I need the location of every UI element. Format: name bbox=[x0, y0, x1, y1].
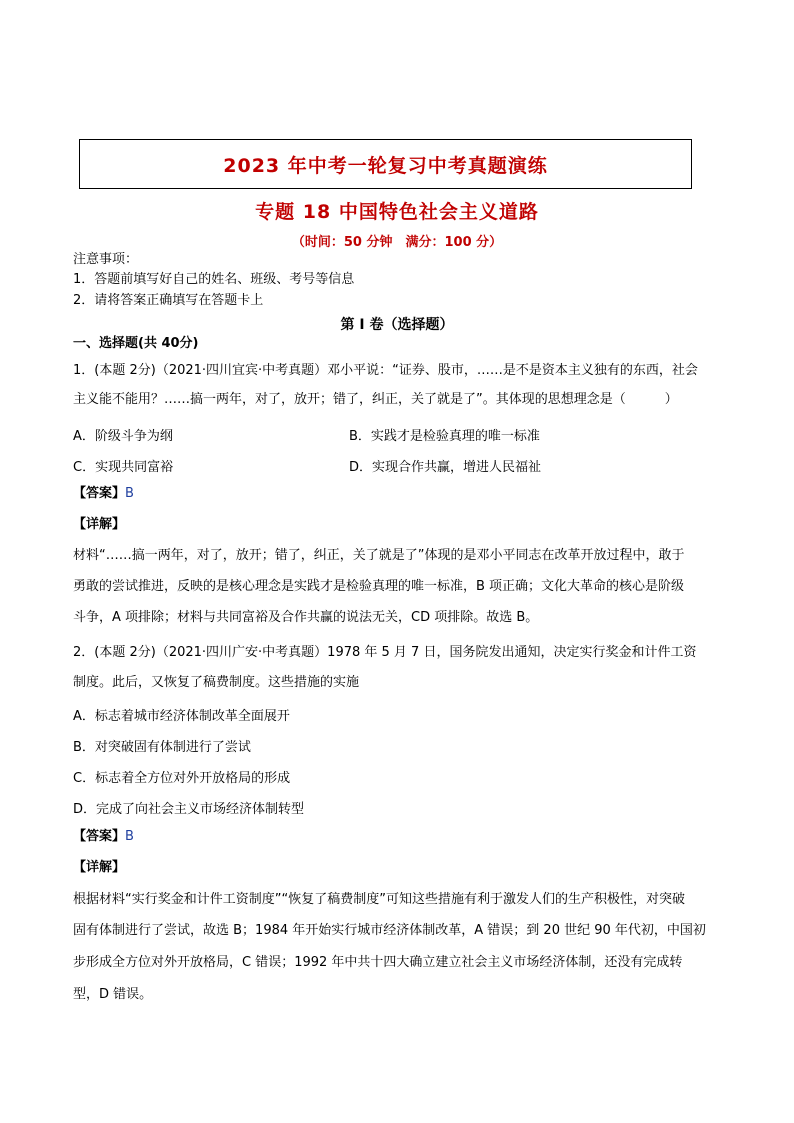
question-2-detail-line: 固有体制进行了尝试，故选 B；1984 年开始实行城市经济体制改革，A 错误；到 20 世纪 90 年代初，中国初 bbox=[73, 923, 706, 938]
question-1-option-d: D．实现合作共赢，增进人民福祉 bbox=[349, 460, 542, 475]
volume-title: 第 I 卷（选择题） bbox=[340, 317, 454, 333]
question-2-detail-line: 根据材料“实行奖金和计件工资制度”“恢复了稿费制度”可知这些措施有利于激发人们的生产积极性，对突破 bbox=[73, 892, 685, 907]
question-1-detail-line: 斗争，A 项排除；材料与共同富裕及合作共赢的说法无关，CD 项排除。故选 B。 bbox=[73, 610, 539, 625]
note-item: 2．请将答案正确填写在答题卡上 bbox=[73, 293, 264, 308]
question-2-detail-line: 型，D 错误。 bbox=[73, 987, 153, 1002]
question-2-answer bbox=[73, 827, 134, 847]
title-box bbox=[79, 139, 692, 189]
question-2-detail-line: 步形成全方位对外开放格局，C 错误；1992 年中共十四大确立建立社会主义市场经济体制，还没有完成转 bbox=[73, 955, 683, 970]
question-2-option-d: D．完成了向社会主义市场经济体制转型 bbox=[73, 802, 305, 817]
question-1-option-c: C．实现共同富裕 bbox=[73, 460, 174, 475]
answer-value: B bbox=[125, 486, 134, 501]
note-item: 1．答题前填写好自己的姓名、班级、考号等信息 bbox=[73, 272, 355, 287]
notes-title: 注意事项： bbox=[73, 252, 139, 267]
question-2-stem-line: 制度。此后，又恢复了稿费制度。这些措施的实施 bbox=[73, 675, 360, 690]
question-2-option-b: B．对突破固有体制进行了尝试 bbox=[73, 740, 251, 755]
answer-value: B bbox=[125, 829, 134, 844]
section-title: 一、选择题(共 40分) bbox=[73, 336, 199, 351]
question-1-stem-line: 1．(本题 2分)（2021·四川宜宾·中考真题）邓小平说：“证券、股市，……是不是资本主义独有的东西，社会 bbox=[73, 363, 698, 378]
question-1-detail-line: 材料“……搞一两年，对了，放开；错了，纠正，关了就是了”体现的是邓小平同志在改革开放过程中，敢于 bbox=[73, 548, 685, 563]
question-1-option-b: B．实践才是检验真理的唯一标准 bbox=[349, 429, 540, 444]
question-1-detail-label: 【详解】 bbox=[73, 517, 126, 532]
question-2-detail-label: 【详解】 bbox=[73, 860, 126, 875]
question-2-option-c: C．标志着全方位对外开放格局的形成 bbox=[73, 771, 291, 786]
answer-label: 【答案】 bbox=[73, 829, 126, 844]
question-2-stem-line: 2．(本题 2分)（2021·四川广安·中考真题）1978 年 5 月 7 日，国务院发出通知，决定实行奖金和计件工资 bbox=[73, 645, 697, 660]
question-2-option-a: A．标志着城市经济体制改革全面展开 bbox=[73, 709, 290, 724]
question-1-option-a: A．阶级斗争为纲 bbox=[73, 429, 173, 444]
answer-label: 【答案】 bbox=[73, 486, 126, 501]
question-1-answer bbox=[73, 484, 134, 504]
question-1-stem-line: 主义能不能用？……搞一两年，对了，放开；错了，纠正，关了就是了”。其体现的思想理念是（ ） bbox=[73, 392, 678, 407]
time-info: （时间：50 分钟 满分：100 分） bbox=[291, 235, 503, 250]
question-1-detail-line: 勇敢的尝试推进，反映的是核心理念是实践才是检验真理的唯一标准，B 项正确；文化大革命的核心是阶级 bbox=[73, 579, 685, 594]
main-title: 2023 年中考一轮复习中考真题演练 bbox=[223, 154, 548, 177]
topic-title: 专题 18 中国特色社会主义道路 bbox=[255, 201, 539, 223]
